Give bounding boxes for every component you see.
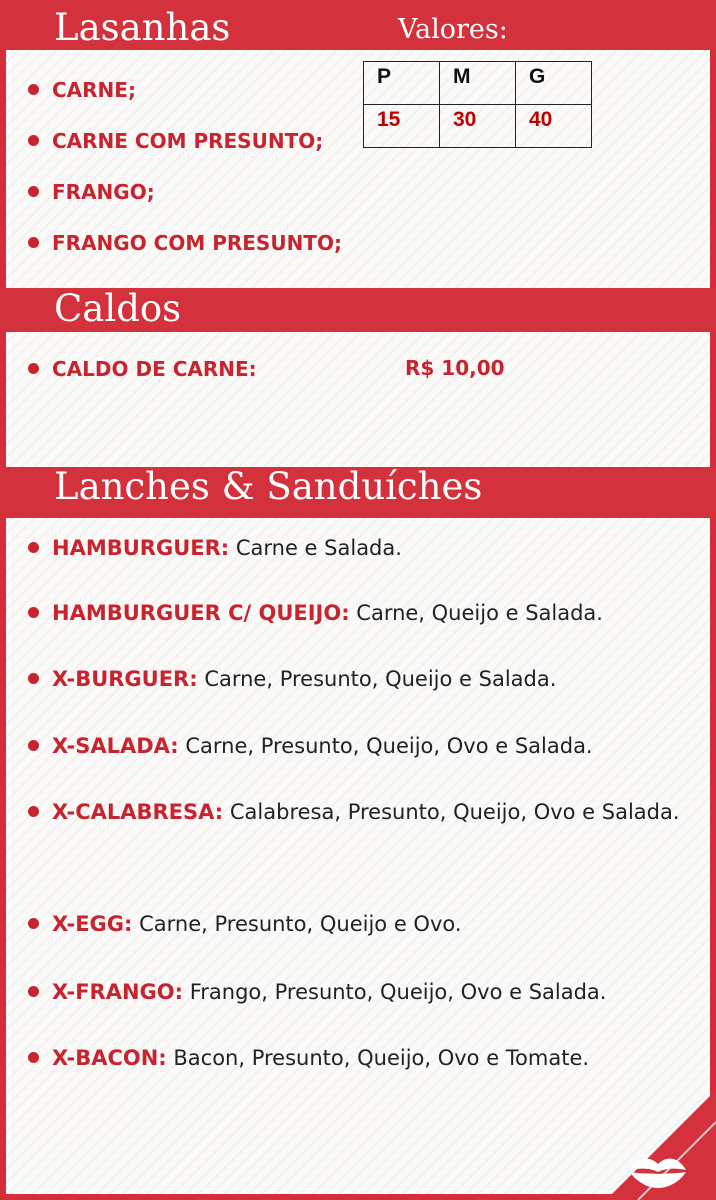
item-name: X-EGG:: [52, 912, 133, 936]
bullet-icon: [28, 84, 39, 95]
valores-label: Valores:: [398, 14, 508, 45]
list-item: [28, 231, 342, 255]
bullet-icon: [28, 237, 39, 248]
item-description: Carne e Salada.: [235, 536, 402, 560]
list-item: [28, 589, 688, 637]
value-p: 15: [364, 105, 440, 148]
bullet-icon: [28, 607, 39, 618]
item-name: HAMBURGUER C/ QUEIJO:: [52, 601, 350, 625]
list-item: [28, 655, 688, 703]
item-description: Frango, Presunto, Queijo, Ovo e Salada.: [189, 980, 607, 1004]
item-name: CALDO DE CARNE:: [52, 357, 257, 381]
item-name: X-FRANGO:: [52, 980, 184, 1004]
item-description: Carne, Queijo e Salada.: [356, 601, 603, 625]
bullet-icon: [28, 542, 39, 553]
size-p: P: [364, 62, 440, 105]
bullet-icon: [28, 186, 39, 197]
size-g: G: [516, 62, 592, 105]
bullet-icon: [28, 986, 39, 997]
item-name: FRANGO;: [52, 180, 155, 204]
item-description: Carne, Presunto, Queijo, Ovo e Salada.: [185, 734, 593, 758]
bullet-icon: [28, 135, 39, 146]
item-name: HAMBURGUER:: [52, 536, 230, 560]
list-item: [28, 722, 688, 770]
list-item: [28, 968, 688, 1016]
size-row: [364, 62, 592, 105]
section-header-lanches: [0, 467, 716, 518]
bullet-icon: [28, 806, 39, 817]
bullet-icon: [28, 740, 39, 751]
item-description: Carne, Presunto, Queijo e Ovo.: [139, 912, 462, 936]
value-m: 30: [440, 105, 516, 148]
item-name: CARNE COM PRESUNTO;: [52, 129, 324, 153]
item-description: Calabresa, Presunto, Queijo, Ovo e Salada.: [229, 800, 680, 824]
list-item: [28, 357, 257, 381]
corner-decoration: [566, 1050, 716, 1200]
section-title-lasanhas: Lasanhas: [54, 6, 231, 49]
item-name: X-CALABRESA:: [52, 800, 224, 824]
item-name: X-SALADA:: [52, 734, 179, 758]
item-name: CARNE;: [52, 78, 136, 102]
section-title-lanches: Lanches & Sanduíches: [54, 465, 483, 508]
list-item: [28, 788, 688, 836]
item-description: Carne, Presunto, Queijo e Salada.: [204, 667, 557, 691]
list-item: [28, 78, 136, 102]
item-name: FRANGO COM PRESUNTO;: [52, 231, 342, 255]
size-m: M: [440, 62, 516, 105]
item-description: Bacon, Presunto, Queijo, Ovo e Tomate.: [173, 1046, 590, 1070]
item-name: X-BURGUER:: [52, 667, 198, 691]
item-price: R$ 10,00: [405, 356, 505, 380]
lasanha-price-table: [363, 61, 592, 148]
section-header-lasanhas: [0, 0, 716, 50]
bullet-icon: [28, 673, 39, 684]
bullet-icon: [28, 363, 39, 374]
list-item: [28, 129, 323, 153]
bullet-icon: [28, 1052, 39, 1063]
bullet-icon: [28, 918, 39, 929]
section-title-caldos: Caldos: [54, 287, 182, 330]
section-header-caldos: [0, 288, 716, 332]
list-item: [28, 524, 688, 572]
list-item: [28, 180, 155, 204]
item-name: X-BACON:: [52, 1046, 167, 1070]
list-item: [28, 900, 688, 948]
value-g: 40: [516, 105, 592, 148]
value-row: [364, 105, 592, 148]
